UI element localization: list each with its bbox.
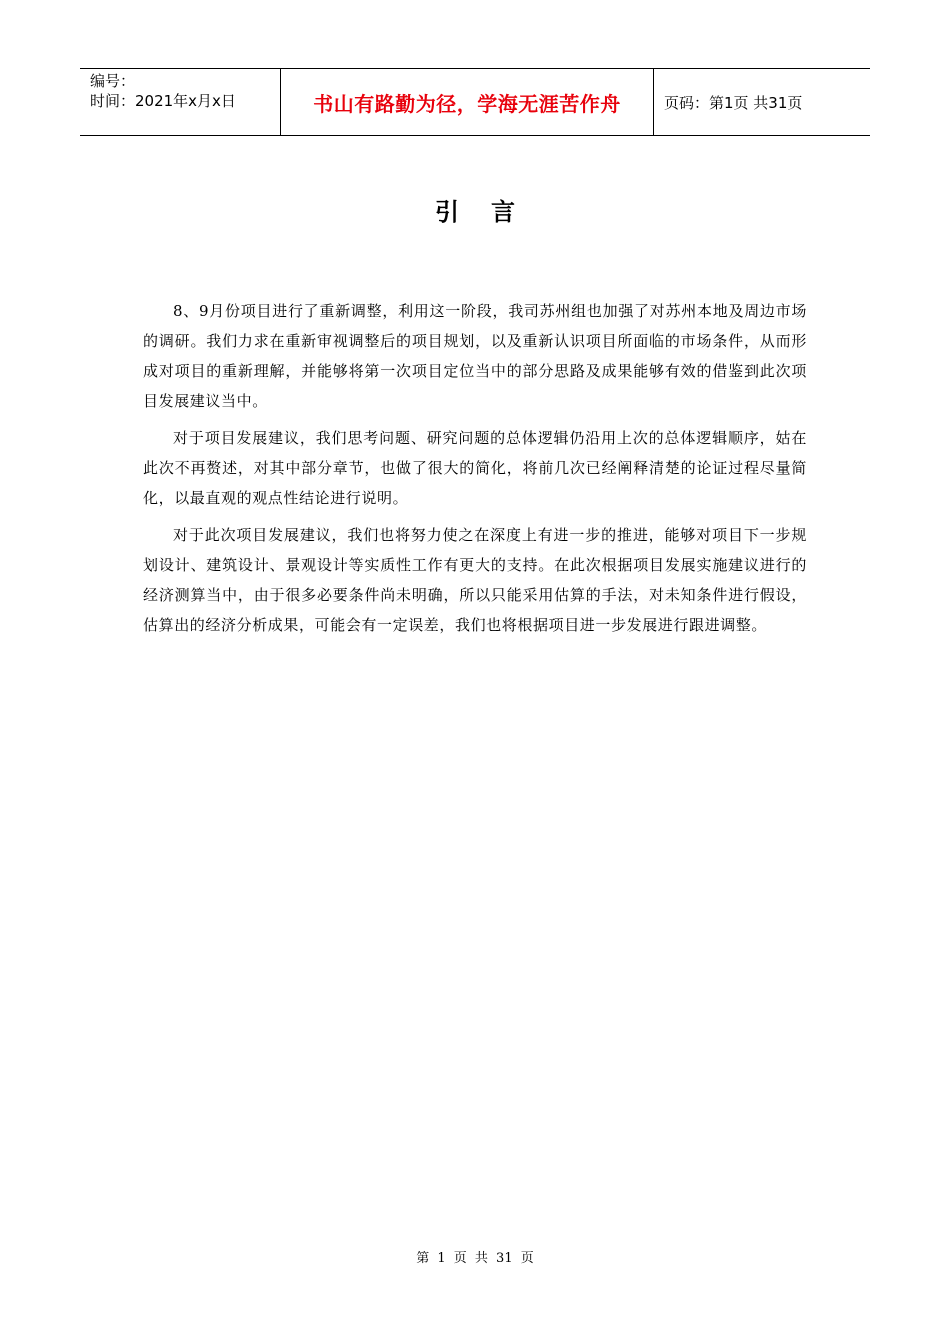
paragraph: 对于项目发展建议，我们思考问题、研究问题的总体逻辑仍沿用上次的总体逻辑顺序，姑在此次不再赘述，对其中部分章节，也做了很大的简化，将前几次已经阐释清楚的论证过程尽量简化，以最直观的观点性结论进行说明。: [143, 429, 807, 507]
paragraph: 8、9月份项目进行了重新调整，利用这一阶段，我司苏州组也加强了对苏州本地及周边市场的调研。我们力求在重新审视调整后的项目规划，以及重新认识项目所面临的市场条件，从而形成对项目的重新理解，并能够将第一次项目定位当中的部分思路及成果能够有效的借鉴到此次项目发展建议当中。: [143, 302, 807, 410]
document-number-label: 编号：: [90, 72, 136, 90]
document-time-label: 时间：2021年x月x日: [90, 92, 236, 110]
header-table: [80, 68, 870, 136]
header-page-info: 页码：第1页 共31页: [664, 93, 803, 112]
paragraph: 对于此次项目发展建议，我们也将努力使之在深度上有进一步的推进，能够对项目下一步规划设计、建筑设计、景观设计等实质性工作有更大的支持。在此次根据项目发展实施建议进行的经济测算当中，由于很多必要条件尚未明确，所以只能采用估算的手法，对未知条件进行假设，估算出的经济分析成果，可能会有一定误差，我们也将根据项目进一步发展进行跟进调整。: [143, 526, 807, 634]
body-text: [143, 296, 807, 647]
page-title: 引言: [435, 198, 547, 226]
header-meta: [80, 69, 281, 135]
header-motto: 书山有路勤为径，学海无涯苦作舟: [281, 69, 654, 135]
page-footer: 第 1 页 共 31 页: [416, 1251, 534, 1266]
